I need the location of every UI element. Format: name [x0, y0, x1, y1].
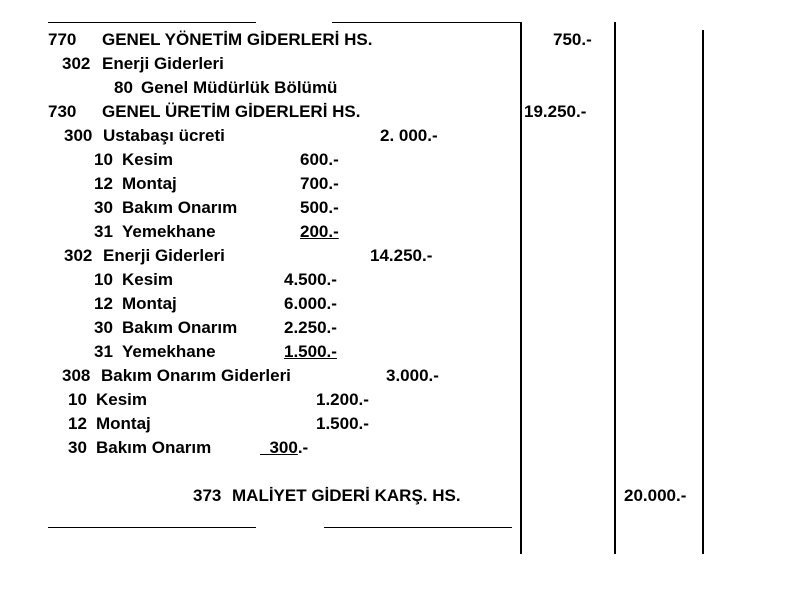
- department-code: 31: [94, 342, 113, 361]
- department-code: 30: [94, 198, 113, 217]
- department-name: Montaj: [122, 174, 177, 193]
- department-name: Kesim: [122, 150, 174, 169]
- column-divider-2: [614, 22, 616, 554]
- account-code: 770: [48, 30, 77, 49]
- department-code: 10: [94, 270, 113, 289]
- bottom-rule-right: [324, 527, 512, 528]
- department-code: 10: [68, 390, 87, 409]
- department-amount: 200.-: [300, 222, 339, 241]
- sub-account-total: 3.000.-: [386, 366, 439, 385]
- department-amount: 1.500.-: [284, 342, 337, 361]
- department-amount: 2.250.-: [284, 318, 337, 337]
- department-code: 31: [94, 222, 113, 241]
- department-code: 12: [94, 174, 113, 193]
- department-code: 12: [68, 414, 87, 433]
- department-amount: 600.-: [300, 150, 339, 169]
- department-name: Kesim: [96, 390, 148, 409]
- top-rule-left: [48, 22, 256, 23]
- debit-amount: 750.-: [553, 30, 592, 49]
- column-divider-1: [520, 22, 522, 554]
- sub-account-total: 2. 000.-: [380, 126, 438, 145]
- credit-amount: 20.000.-: [624, 486, 687, 505]
- department-name: Bakım Onarım: [122, 318, 238, 337]
- department-code: 80: [114, 78, 133, 97]
- department-amount: 1.500.-: [316, 414, 369, 433]
- column-divider-3: [702, 30, 704, 554]
- department-name: Kesim: [122, 270, 174, 289]
- sub-account-name: Ustabaşı ücreti: [103, 126, 225, 145]
- department-name: Montaj: [122, 294, 177, 313]
- sub-account-total: 14.250.-: [370, 246, 433, 265]
- sub-account-name: Enerji Giderleri: [103, 246, 225, 265]
- department-amount: 4.500.-: [284, 270, 337, 289]
- credit-account-name: MALİYET GİDERİ KARŞ. HS.: [232, 486, 461, 505]
- bottom-rule-left: [48, 527, 256, 528]
- sub-account-name: Enerji Giderleri: [102, 54, 224, 73]
- department-code: 30: [94, 318, 113, 337]
- department-amount: 500.-: [300, 198, 339, 217]
- sub-account-code: 302: [64, 246, 93, 265]
- department-name: Yemekhane: [122, 222, 216, 241]
- department-amount-suffix: .-: [297, 438, 309, 457]
- account-name: GENEL ÜRETİM GİDERLERİ HS.: [102, 102, 361, 121]
- department-code: 30: [68, 438, 87, 457]
- sub-account-code: 308: [62, 366, 91, 385]
- department-code: 12: [94, 294, 113, 313]
- sub-account-code: 300: [64, 126, 93, 145]
- department-amount: [260, 436, 308, 460]
- department-name: Genel Müdürlük Bölümü: [141, 78, 338, 97]
- top-rule-right: [332, 22, 520, 23]
- department-amount: 1.200.-: [316, 390, 369, 409]
- department-amount: 700.-: [300, 174, 339, 193]
- department-name: Bakım Onarım: [122, 198, 238, 217]
- department-amount: 6.000.-: [284, 294, 337, 313]
- department-name: Bakım Onarım: [96, 438, 212, 457]
- debit-amount: 19.250.-: [524, 102, 587, 121]
- credit-account-code: 373: [193, 486, 222, 505]
- sub-account-name: Bakım Onarım Giderleri: [101, 366, 291, 385]
- department-name: Yemekhane: [122, 342, 216, 361]
- department-name: Montaj: [96, 414, 151, 433]
- account-code: 730: [48, 102, 77, 121]
- account-name: GENEL YÖNETİM GİDERLERİ HS.: [102, 30, 373, 49]
- sub-account-code: 302: [62, 54, 91, 73]
- department-code: 10: [94, 150, 113, 169]
- department-amount-underlined: 300: [269, 438, 298, 457]
